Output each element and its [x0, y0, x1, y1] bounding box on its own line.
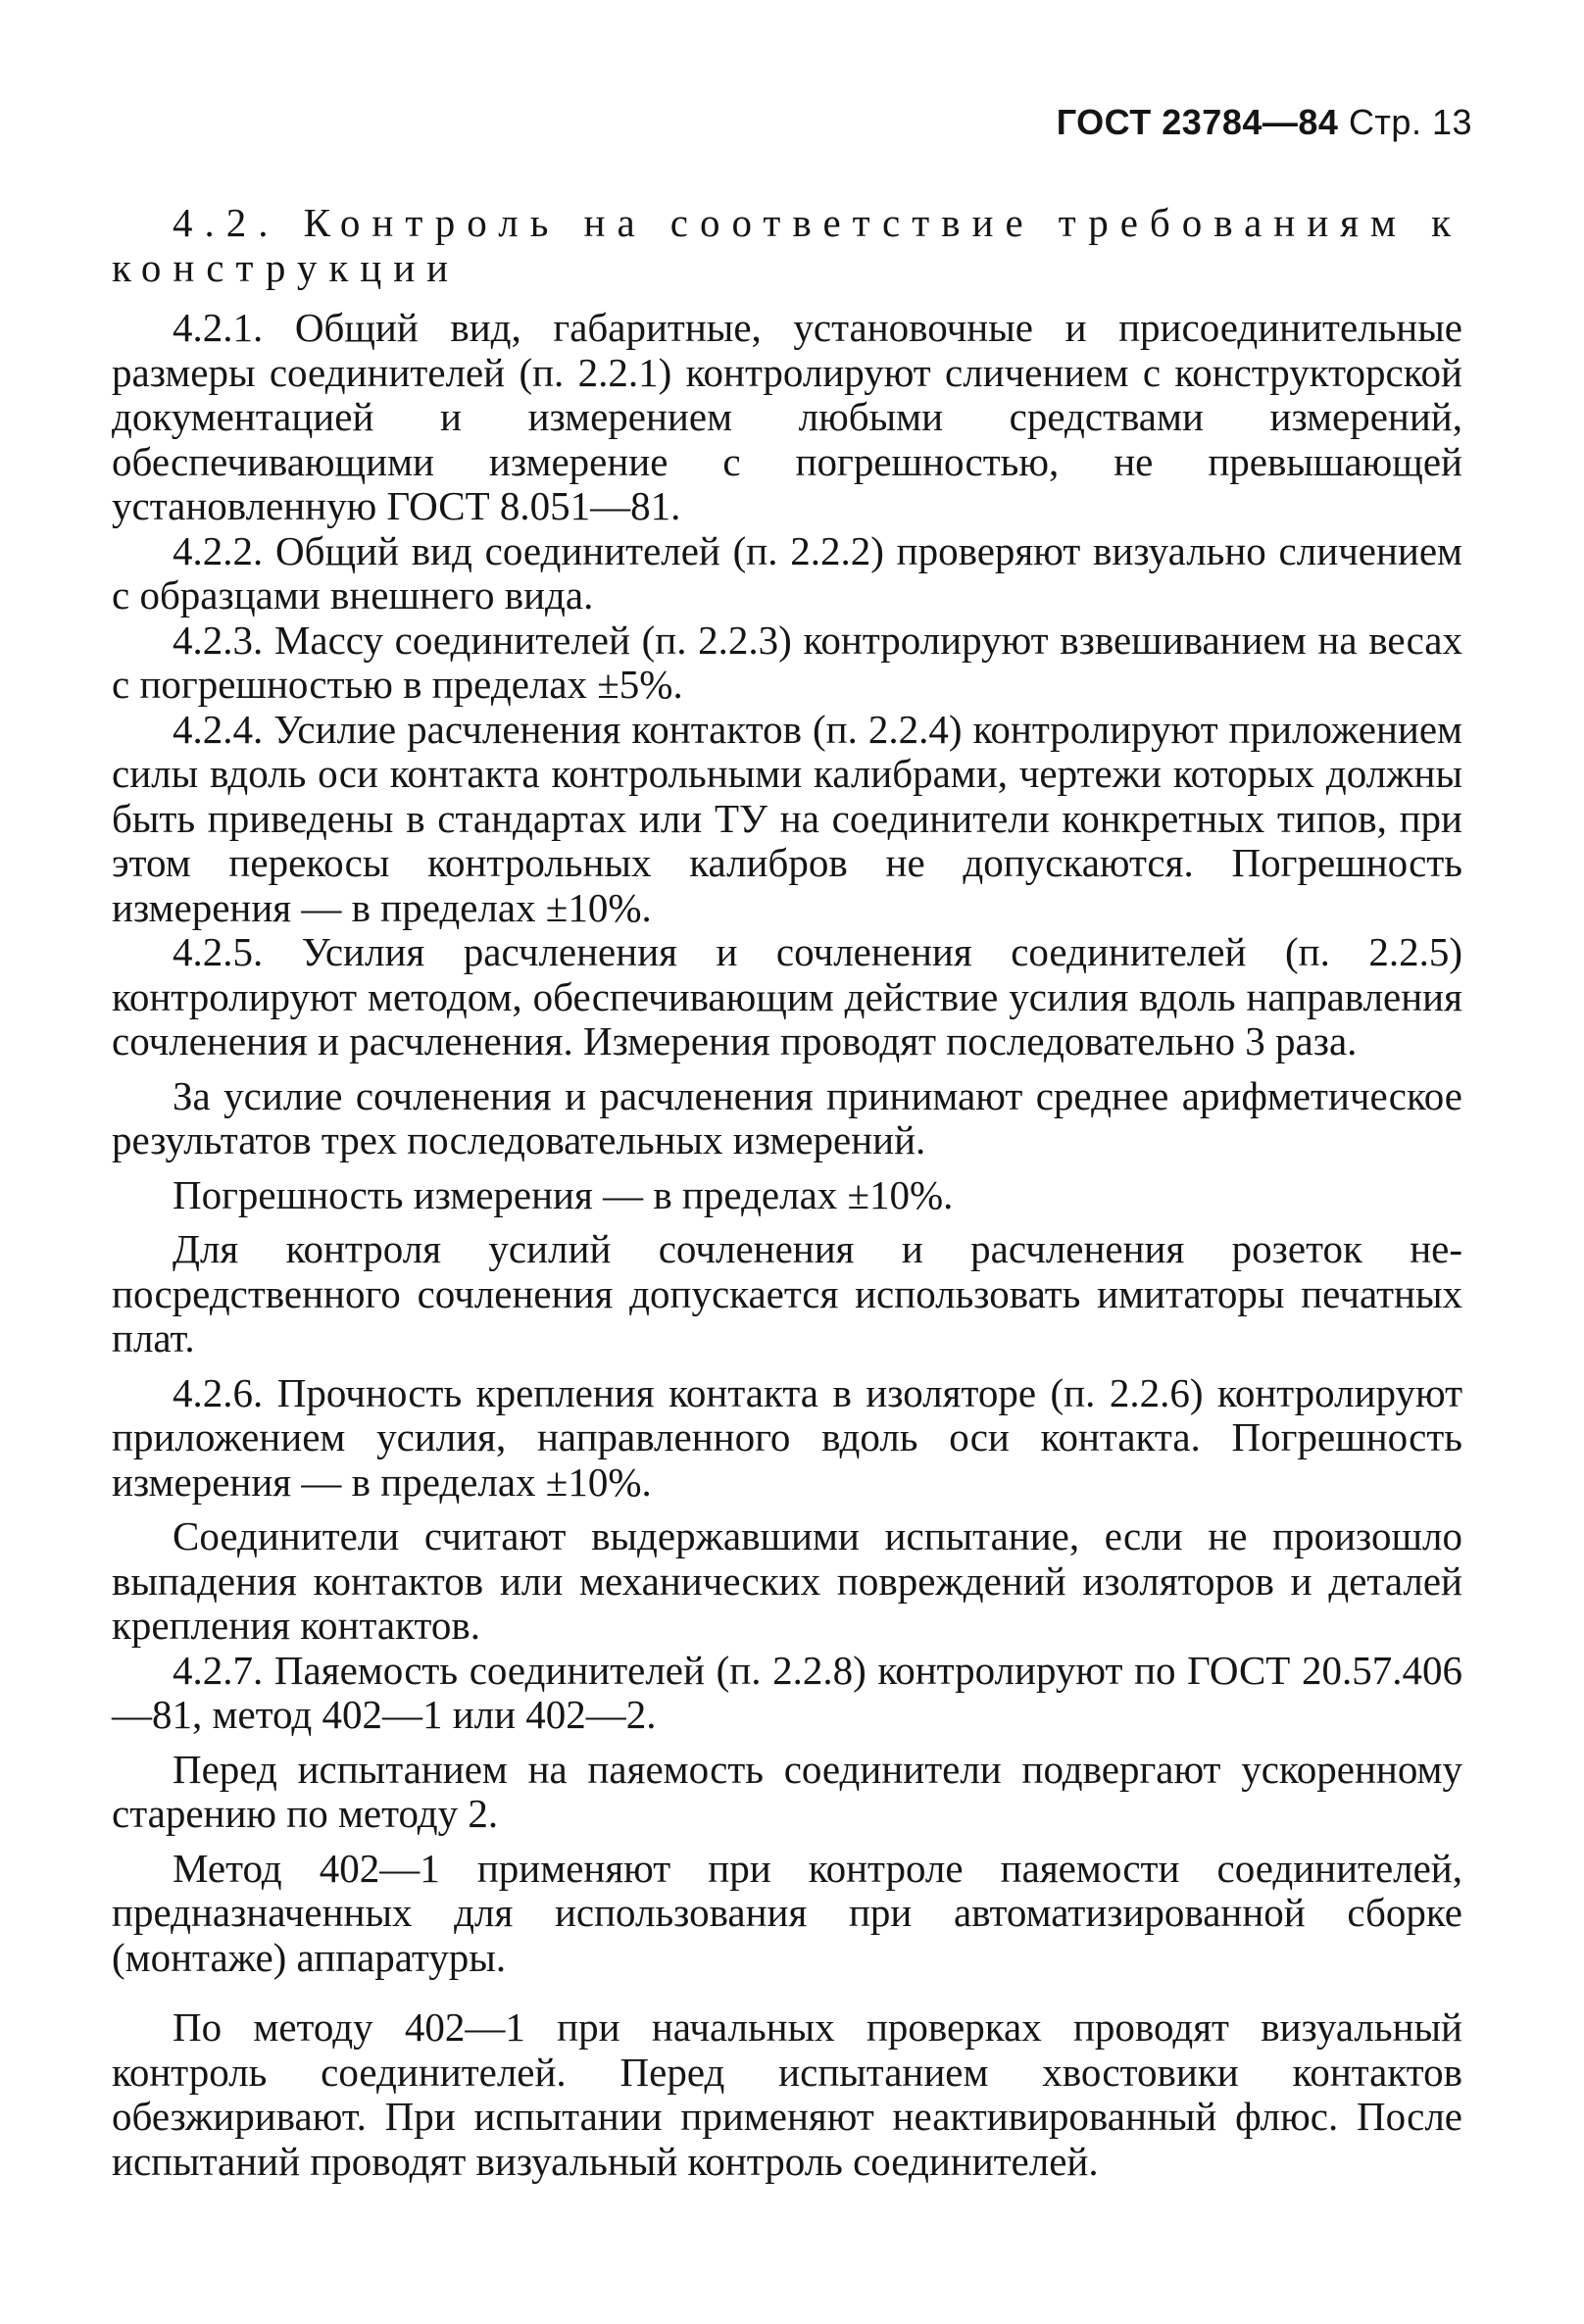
paragraph-4-2-4: 4.2.4. Усилие расчленения контактов (п. 2.2.4) контролируют приложением силы вдоль оси контакта контрольными калибрами, чертежи которых должны быть приведены в стандартах или ТУ на соединители конкретных типов, при этом перекосы контрольных калибров не допускаются. Погрешность измерения — в пределах ±10%.	[112, 706, 1462, 930]
paragraph: Перед испытанием на паяемость соединители подвергают ускоренному старению по методу 2.	[112, 1746, 1462, 1836]
paragraph-4-2-5: 4.2.5. Усилия расчленения и сочленения соединителей (п. 2.2.5) контролируют методом, обеспечивающим действие усилия вдоль направления сочленения и расчленения. Измерения проводят последовательно 3 раза.	[112, 929, 1462, 1063]
paragraph-4-2-1: 4.2.1. Общий вид, габаритные, установочные и присоединительные размеры соединителей (п. 2.2.1) контролируют сличением с конструкторской документацией и измерением любыми средствами измерений, обеспечивающими измерение с погрешностью, не превышающей установленную ГОСТ 8.051—81.	[112, 305, 1462, 528]
standard-number: ГОСТ 23784—84	[1056, 102, 1339, 142]
section-heading: 4.2. Контроль на соответствие требованиям к конструкции	[112, 200, 1462, 290]
paragraph-4-2-7: 4.2.7. Паяемость соединителей (п. 2.2.8) контролируют по ГОСТ 20.57.406—81, метод 402—1 или 402—2.	[112, 1647, 1462, 1737]
page-header	[1057, 102, 1472, 143]
paragraph-4-2-6: 4.2.6. Прочность крепления контакта в изоляторе (п. 2.2.6) контролируют приложением усилия, направленного вдоль оси контакта. Погрешность измерения — в пределах ±10%.	[112, 1369, 1462, 1505]
page-number: Стр. 13	[1348, 102, 1472, 142]
paragraph: Метод 402—1 применяют при контроле паяемости соединителей, предназначенных для использования при автоматизированной сборке (монтаже) аппаратуры.	[112, 1845, 1462, 1980]
paragraph: Погрешность измерения — в пределах ±10%.	[173, 1171, 954, 1217]
paragraph: За усилие сочленения и расчленения принимают среднее арифметическое результатов трех последовательных измерений.	[112, 1072, 1462, 1162]
paragraph: Для контроля усилий сочленения и расчленения розеток непосредственного сочленения допускается использовать имитаторы печатных плат.	[112, 1226, 1462, 1360]
paragraph-4-2-2: 4.2.2. Общий вид соединителей (п. 2.2.2) проверяют визуально сличением с образцами внешнего вида.	[112, 527, 1462, 618]
paragraph-4-2-3: 4.2.3. Массу соединителей (п. 2.2.3) контролируют взвешиванием на весах с погрешностью в пределах ±5%.	[112, 617, 1462, 707]
paragraph: Соединители считают выдержавшими испытание, если не произошло выпадения контактов или механических повреждений изоляторов и деталей крепления контактов.	[112, 1513, 1462, 1648]
paragraph: По методу 402—1 при начальных проверках проводят визуальный контроль соединителей. Перед испытанием хвостовики контактов обезжиривают. При испытании применяют неактивированный флюс. После испытаний проводят визуальный контроль соединителей.	[112, 2004, 1462, 2184]
document-body	[112, 201, 1462, 2184]
